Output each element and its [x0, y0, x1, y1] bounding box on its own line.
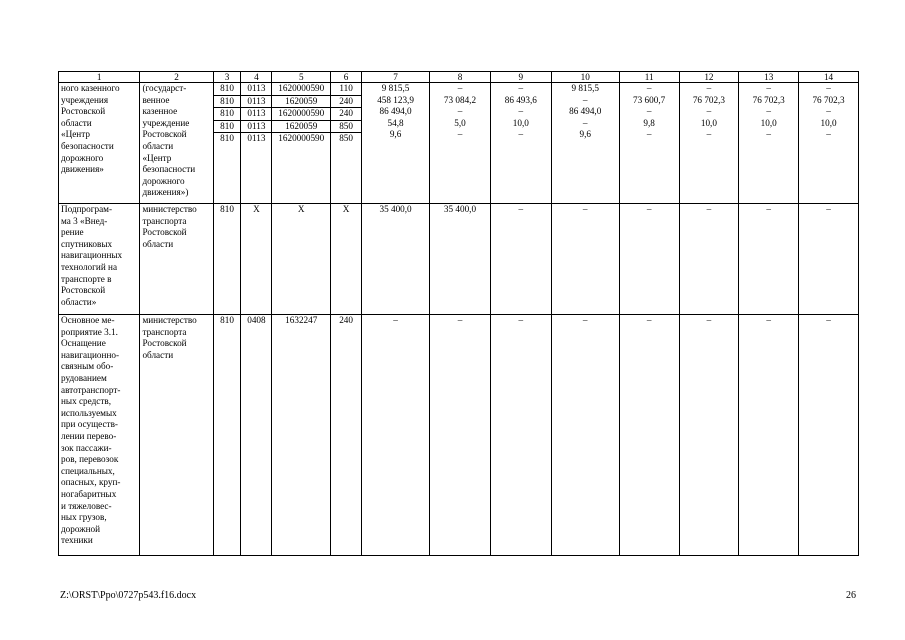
sub-value: –	[646, 83, 652, 93]
header-cell: 7	[362, 72, 430, 83]
sub-value: 76 702,3	[812, 94, 845, 105]
cell-text-line: Ростовской	[142, 129, 187, 140]
cell-text-line: лении перево-	[61, 430, 117, 441]
sub-row	[430, 83, 490, 95]
header-cell: 2	[140, 72, 213, 83]
cell-text-line: казенное	[142, 106, 178, 117]
sub-row	[241, 133, 271, 145]
cell-text-line: венное	[142, 94, 170, 105]
cell-text-line: Основное ме-	[61, 315, 115, 325]
cell-text-line: спутниковых	[61, 238, 113, 249]
value-cell: –	[799, 315, 859, 556]
sub-value: –	[457, 106, 463, 117]
value-cell: –	[799, 204, 859, 315]
sub-row	[739, 106, 798, 118]
sub-value: 10,0	[760, 117, 777, 128]
cell-text-line: рение	[61, 227, 84, 238]
header-cell: 1	[59, 72, 140, 83]
sub-value: –	[826, 129, 831, 140]
executor-cell	[140, 315, 213, 556]
sub-row	[620, 129, 679, 141]
cell-text-line: и тяжеловес-	[61, 500, 112, 511]
sub-value: –	[582, 94, 588, 105]
value-cell: –	[739, 204, 799, 315]
cell-text-line: дорожной	[61, 523, 101, 534]
table-row	[59, 315, 859, 556]
table-row	[59, 83, 859, 204]
sub-value: 86 494,0	[569, 106, 602, 117]
cell-text-line: «Центр	[61, 129, 90, 140]
sub-row	[491, 95, 551, 107]
sub-row	[491, 118, 551, 130]
sub-row	[362, 83, 429, 95]
sub-row	[272, 133, 330, 145]
cell-text-line: движения»)	[142, 187, 189, 198]
sub-row	[430, 95, 490, 107]
value-cell: –	[362, 315, 430, 556]
sub-value: –	[826, 106, 831, 117]
sub-value: –	[706, 129, 712, 140]
cell-text-line: ма 3 «Внед-	[61, 215, 108, 226]
sub-value: –	[518, 106, 524, 117]
sub-value: –	[646, 129, 652, 140]
value-cell: 35 400,0	[362, 204, 430, 315]
sub-row	[362, 95, 429, 107]
value-cell	[490, 83, 551, 204]
sub-row	[362, 129, 429, 141]
sub-values	[491, 83, 551, 141]
cell-text-line: ного казенного	[61, 83, 120, 93]
sub-value: 850	[331, 120, 361, 133]
cell-text-line: Оснащение	[61, 338, 106, 349]
sub-values	[739, 83, 798, 141]
sub-row	[491, 129, 551, 141]
value-cell: –	[551, 204, 619, 315]
sub-value: 54,8	[387, 117, 404, 128]
value-cell	[799, 83, 859, 204]
sub-value: 9,6	[579, 129, 591, 140]
cell-text-line: транспорта	[142, 215, 187, 226]
cell-text-line: учреждения	[61, 94, 109, 105]
cell-text-line: области	[142, 140, 174, 151]
sub-row	[552, 95, 619, 107]
cell-text-line: техники	[61, 535, 93, 546]
cell-text-line: при осуществ-	[61, 419, 118, 430]
sub-row	[620, 95, 679, 107]
sub-value: 850	[339, 133, 353, 144]
sub-value: 1620000590	[272, 108, 330, 121]
sub-value: –	[706, 83, 712, 93]
sub-row	[430, 118, 490, 130]
sub-value: 0113	[241, 95, 271, 108]
value-cell: 810	[213, 315, 241, 556]
value-cell	[619, 83, 679, 204]
sub-row	[552, 83, 619, 95]
cell-text-line: транспорта	[142, 326, 187, 337]
sub-row	[552, 129, 619, 141]
sub-values	[680, 83, 739, 141]
cell-text-line: ных средств,	[61, 396, 112, 407]
sub-row	[739, 129, 798, 141]
cell-text-line: дорожного	[61, 152, 104, 163]
sub-values	[552, 83, 619, 141]
value-cell: –	[739, 315, 799, 556]
value-cell: Х	[241, 204, 272, 315]
header-cell: 8	[430, 72, 491, 83]
sub-row	[552, 118, 619, 130]
sub-value: 73 084,2	[443, 94, 477, 105]
sub-value: 1620000590	[272, 83, 330, 95]
sub-value: 1620000590	[278, 133, 325, 144]
sub-row	[680, 118, 739, 130]
cell-text-line: области	[61, 117, 92, 128]
header-cell: 13	[739, 72, 799, 83]
cell-text-line: учреждение	[142, 117, 190, 128]
cell-text-line: «Центр	[142, 152, 172, 163]
cell-text-line: технологий на	[61, 261, 118, 272]
cell-text-line: ногабаритных	[61, 488, 117, 499]
sub-values	[272, 83, 330, 145]
sub-value: 0113	[241, 120, 271, 133]
value-cell	[430, 83, 491, 204]
executor-cell	[140, 83, 213, 204]
sub-value: 810	[214, 120, 241, 133]
sub-row	[799, 106, 858, 118]
sub-value: 9,8	[643, 117, 655, 128]
sub-row	[331, 120, 361, 133]
sub-row	[491, 83, 551, 95]
sub-row	[214, 133, 241, 145]
cell-text-line: ров, перевозок	[61, 454, 119, 465]
sub-value: –	[646, 106, 652, 117]
cell-text-line: (государст-	[142, 83, 187, 93]
value-cell	[551, 83, 619, 204]
sub-row	[739, 95, 798, 107]
cell-text-line: Подпрограм-	[61, 204, 113, 214]
header-cell: 11	[619, 72, 679, 83]
sub-value: –	[766, 106, 771, 117]
sub-value: 0113	[247, 133, 266, 144]
sub-row	[620, 106, 679, 118]
sub-row	[680, 83, 739, 95]
cell-text-line: Ростовской	[61, 106, 106, 117]
header-cell: 9	[490, 72, 551, 83]
cell-text-line: Ростовской	[142, 227, 187, 238]
value-cell: 35 400,0	[430, 204, 491, 315]
executor-cell	[140, 204, 213, 315]
sub-row	[552, 106, 619, 118]
sub-value: 86 493,6	[504, 94, 537, 105]
value-cell: –	[490, 204, 551, 315]
sub-row	[739, 83, 798, 95]
value-cell	[272, 83, 331, 204]
sub-value: 5,0	[454, 117, 466, 128]
sub-value: 10,0	[700, 117, 717, 128]
value-cell: –	[679, 315, 739, 556]
cell-text-line: используемых	[61, 407, 117, 418]
header-cell: 4	[241, 72, 272, 83]
sub-row	[331, 133, 361, 145]
value-cell	[331, 83, 362, 204]
sub-values	[620, 83, 679, 141]
sub-value: –	[826, 83, 831, 93]
value-cell: 0408	[241, 315, 272, 556]
sub-row	[241, 95, 271, 108]
sub-value: 810	[220, 133, 234, 144]
sub-value: 240	[331, 95, 361, 108]
sub-value: 86 494,0	[379, 106, 412, 117]
sub-value: 110	[331, 83, 361, 95]
cell-text-line: опасных, круп-	[61, 477, 121, 488]
sub-row	[362, 118, 429, 130]
table-row	[59, 204, 859, 315]
sub-values	[430, 83, 490, 141]
cell-text-line: транспорте в	[61, 273, 112, 284]
sub-value: 10,0	[820, 117, 837, 128]
cell-text-line: области	[142, 238, 174, 249]
value-cell	[362, 83, 430, 204]
value-cell: –	[430, 315, 491, 556]
sub-values	[214, 83, 241, 145]
value-cell	[241, 83, 272, 204]
cell-text-line: министерство	[142, 204, 197, 214]
cell-text-line: автотранспорт-	[61, 384, 121, 395]
sub-row	[620, 83, 679, 95]
sub-value: 73 600,7	[633, 94, 666, 105]
sub-row	[680, 106, 739, 118]
value-cell: –	[551, 315, 619, 556]
program-name-cell	[59, 315, 140, 556]
cell-text-line: дорожного	[142, 175, 185, 186]
sub-row	[272, 120, 330, 133]
sub-row	[620, 118, 679, 130]
sub-value: 1620059	[272, 120, 330, 133]
sub-value: 76 702,3	[752, 94, 785, 105]
sub-row	[331, 108, 361, 121]
sub-row	[241, 120, 271, 133]
value-cell: 1632247	[272, 315, 331, 556]
header-cell: 14	[799, 72, 859, 83]
value-cell	[739, 83, 799, 204]
sub-row	[241, 108, 271, 121]
sub-value: –	[582, 117, 588, 128]
sub-value: 810	[214, 108, 241, 121]
sub-row	[214, 83, 241, 95]
cell-text-line: ных грузов,	[61, 512, 107, 523]
cell-text-line: Ростовской	[142, 338, 187, 349]
cell-text-line: роприятие 3.1.	[61, 326, 118, 337]
cell-text-line: безопасности	[142, 164, 196, 175]
cell-text-line: навигационно-	[61, 349, 120, 360]
sub-row	[331, 83, 361, 95]
sub-values	[241, 83, 271, 145]
sub-value: 0113	[241, 108, 271, 121]
header-cell: 6	[331, 72, 362, 83]
sub-row	[430, 106, 490, 118]
sub-value: –	[518, 129, 524, 140]
sub-value: –	[457, 83, 463, 93]
value-cell: 810	[213, 204, 241, 315]
page-number: 26	[846, 590, 856, 601]
value-cell: –	[619, 315, 679, 556]
sub-value: 9 815,5	[381, 83, 410, 93]
sub-value: –	[766, 129, 771, 140]
header-cell: 5	[272, 72, 331, 83]
sub-row	[362, 106, 429, 118]
value-cell	[213, 83, 241, 204]
value-cell: 240	[331, 315, 362, 556]
sub-value: 458 123,9	[377, 94, 414, 105]
sub-row	[799, 95, 858, 107]
sub-row	[272, 95, 330, 108]
cell-text-line: области»	[61, 296, 97, 307]
cell-text-line: движения»	[61, 164, 104, 175]
sub-value: –	[457, 129, 463, 140]
sub-values	[331, 83, 361, 145]
budget-table	[58, 71, 859, 556]
cell-text-line: безопасности	[61, 140, 114, 151]
value-cell: Х	[272, 204, 331, 315]
header-cell: 12	[679, 72, 739, 83]
sub-row	[272, 83, 330, 95]
sub-row	[491, 106, 551, 118]
cell-text-line: связным обо-	[61, 361, 114, 372]
sub-value: 10,0	[512, 117, 529, 128]
sub-values	[799, 83, 858, 141]
cell-text-line: зок пассажи-	[61, 442, 112, 453]
value-cell: –	[679, 204, 739, 315]
sub-row	[331, 95, 361, 108]
sub-row	[739, 118, 798, 130]
sub-value: 0113	[241, 83, 271, 95]
file-path: Z:\ORST\Ppo\0727p543.f16.docx	[60, 590, 197, 601]
sub-value: 9 815,5	[571, 83, 599, 93]
value-cell: Х	[331, 204, 362, 315]
sub-row	[214, 108, 241, 121]
header-row	[59, 72, 859, 83]
program-name-cell	[59, 83, 140, 204]
sub-value: 1620059	[272, 95, 330, 108]
cell-text-line: навигационных	[61, 250, 123, 261]
sub-row	[272, 108, 330, 121]
sub-value: 810	[214, 83, 241, 95]
sub-row	[214, 120, 241, 133]
header-cell: 10	[551, 72, 619, 83]
cell-text-line: министерство	[142, 315, 197, 325]
value-cell: –	[619, 204, 679, 315]
sub-row	[799, 83, 858, 95]
value-cell	[679, 83, 739, 204]
sub-value: 76 702,3	[692, 94, 725, 105]
sub-values	[362, 83, 429, 141]
sub-row	[241, 83, 271, 95]
sub-row	[430, 129, 490, 141]
sub-value: –	[706, 106, 712, 117]
sub-row	[680, 129, 739, 141]
sub-value: 810	[214, 95, 241, 108]
sub-row	[214, 95, 241, 108]
sub-row	[799, 129, 858, 141]
cell-text-line: области	[142, 349, 174, 360]
sub-row	[680, 95, 739, 107]
cell-text-line: Ростовской	[61, 285, 106, 296]
sub-value: 240	[331, 108, 361, 121]
program-name-cell	[59, 204, 140, 315]
header-cell: 3	[213, 72, 241, 83]
cell-text-line: специальных,	[61, 465, 115, 476]
sub-value: –	[518, 83, 524, 93]
sub-value: 9,6	[389, 129, 402, 140]
cell-text-line: рудованием	[61, 372, 107, 383]
sub-value: –	[766, 83, 771, 93]
value-cell: –	[490, 315, 551, 556]
sub-row	[799, 118, 858, 130]
